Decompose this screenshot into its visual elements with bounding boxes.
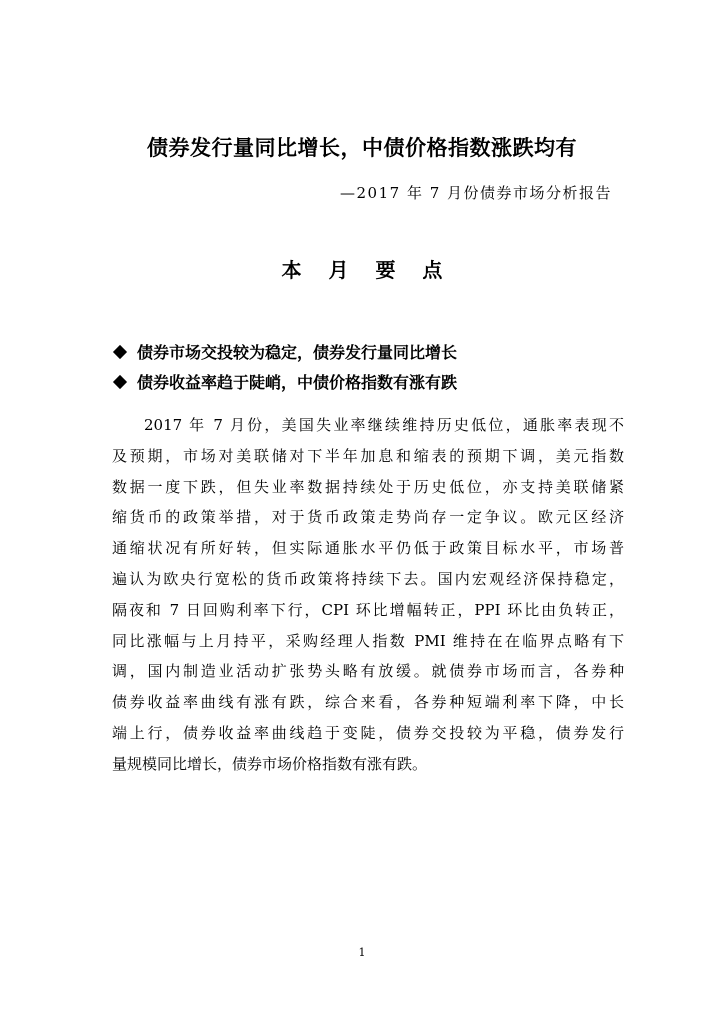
paragraph-line: 2017 年 7 月份，美国失业率继续维持历史低位，通胀率表现不 [144, 416, 624, 434]
diamond-bullet-icon [113, 375, 127, 389]
highlight-text: 债券市场交投较为稳定，债券发行量同比增长 [137, 343, 458, 362]
highlight-item [112, 338, 457, 368]
section-heading: 本 月 要 点 [281, 258, 453, 282]
paragraph-line: 数据一度下跌，但失业率数据持续处于历史低位，亦支持美联储紧 [112, 477, 624, 496]
page-number: 1 [358, 946, 366, 959]
paragraph-line: 同比涨幅与上月持平，采购经理人指数 PMI 维持在在临界点略有下 [112, 631, 624, 650]
highlight-item [112, 368, 457, 398]
highlight-text: 债券收益率趋于陡峭，中债价格指数有涨有跌 [137, 373, 458, 392]
paragraph-line: 调，国内制造业活动扩张势头略有放缓。就债券市场而言，各券种 [112, 662, 624, 681]
paragraph-line: 债券收益率曲线有涨有跌，综合来看，各券种短端利率下降，中长 [112, 693, 624, 712]
paragraph-line: 隔夜和 7 日回购利率下行，CPI 环比增幅转正，PPI 环比由负转正， [112, 600, 624, 619]
highlights-list [112, 338, 457, 398]
paragraph-line: 端上行，债券收益率曲线趋于变陡，债券交投较为平稳，债券发行 [112, 723, 624, 742]
paragraph-line: 缩货币的政策举措，对于货币政策走势尚存一定争议。欧元区经济 [112, 508, 624, 527]
paragraph-line: 量规模同比增长，债券市场价格指数有涨有跌。 [112, 754, 428, 773]
document-title: 债券发行量同比增长，中债价格指数涨跌均有 [147, 136, 577, 160]
paragraph-line: 通缩状况有所好转，但实际通胀水平仍低于政策目标水平，市场普 [112, 539, 624, 558]
diamond-bullet-icon [113, 345, 127, 359]
document-subtitle: —2017 年 7 月份债券市场分析报告 [340, 184, 613, 202]
body-paragraph [112, 410, 624, 780]
paragraph-line: 遍认为欧央行宽松的货币政策将持续下去。国内宏观经济保持稳定， [112, 569, 624, 588]
paragraph-line: 及预期，市场对美联储对下半年加息和缩表的预期下调，美元指数 [112, 446, 624, 465]
